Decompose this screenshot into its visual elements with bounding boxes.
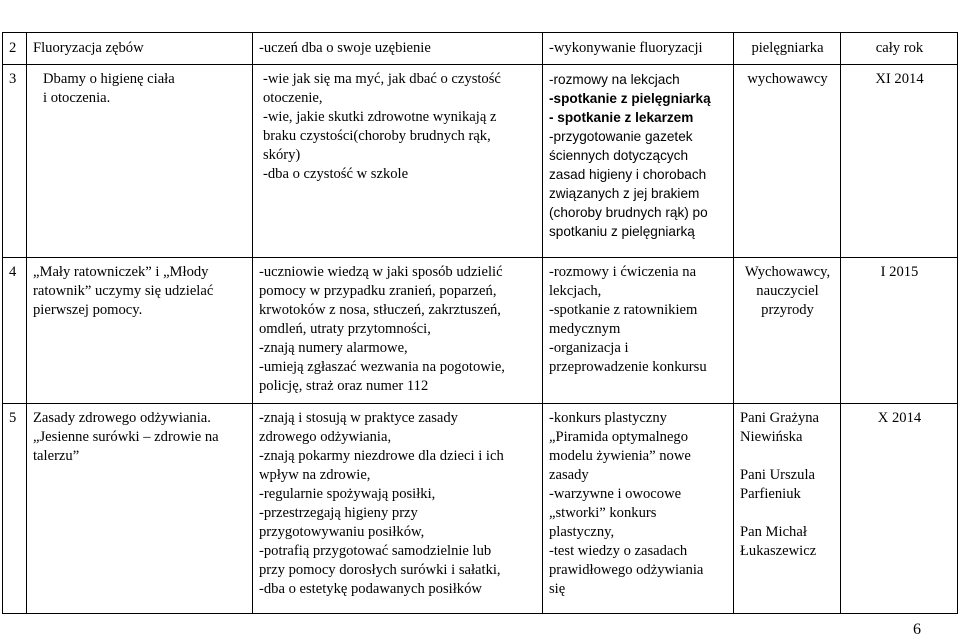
forms-cell (543, 258, 734, 404)
forms-line: przeprowadzenie konkursu (549, 359, 707, 375)
goals-line: -dba o czystość w szkole (263, 166, 409, 182)
goals-line: zdrowego odżywiania, (259, 429, 392, 445)
topic-line: ratownik” uczymy się udzielać (33, 283, 214, 299)
responsible-line: nauczyciel (756, 283, 819, 299)
topic-line: „Jesienne surówki – zdrowie na (33, 429, 219, 445)
responsible-line: Pani Grażyna (740, 410, 820, 426)
responsible-cell (734, 33, 841, 65)
topic-line: i otoczenia. (43, 90, 111, 106)
responsible-line: Niewińska (740, 429, 803, 445)
goals-line: -wie, jakie skutki zdrowotne wynikają z (263, 109, 497, 125)
responsible-spacer (740, 447, 835, 466)
forms-line: związanych z jej brakiem (549, 186, 700, 201)
goals-line: skóry) (263, 147, 301, 163)
responsible-cell (734, 404, 841, 614)
topic-cell (27, 258, 253, 404)
row-number: 3 (3, 65, 27, 258)
forms-line: plastyczny, (549, 524, 615, 540)
term-cell: XI 2014 (841, 65, 958, 258)
forms-line: - spotkanie z lekarzem (549, 110, 694, 125)
plan-table (2, 32, 958, 614)
goals-line: -przestrzegają higieny przy (259, 505, 418, 521)
goals-line: policję, straż oraz numer 112 (259, 378, 429, 394)
forms-cell (543, 33, 734, 65)
goals-line: -znają numery alarmowe, (259, 340, 408, 356)
goals-line: pomocy w przypadku zranień, poparzeń, (259, 283, 497, 299)
goals-line: -znają i stosują w praktyce zasady (259, 410, 458, 426)
forms-line: -rozmowy i ćwiczenia na (549, 264, 697, 280)
table-row (3, 33, 958, 65)
forms-line: lekcjach, (549, 283, 602, 299)
row-number: 5 (3, 404, 27, 614)
goals-line: wpływ na zdrowie, (259, 467, 371, 483)
goals-cell (253, 33, 543, 65)
forms-line: zasady (549, 467, 589, 483)
responsible-cell (734, 258, 841, 404)
topic-cell (27, 65, 253, 258)
goals-line: -potrafią przygotować samodzielnie lub (259, 543, 492, 559)
term-cell: I 2015 (841, 258, 958, 404)
forms-line: -spotkanie z pielęgniarką (549, 91, 711, 106)
goals-line: otoczenie, (263, 90, 323, 106)
forms-line: -organizacja i (549, 340, 629, 356)
responsible-spacer (740, 504, 835, 523)
forms-line: ściennych dotyczących (549, 148, 689, 163)
goals-line: -uczniowie wiedzą w jaki sposób udzielić (259, 264, 503, 280)
forms-line: modelu żywienia” nowe (549, 448, 691, 464)
responsible-line: Wychowawcy, (744, 264, 831, 280)
responsible-line: Pani Urszula (740, 467, 815, 483)
page-number: 6 (913, 621, 921, 638)
goals-cell (253, 65, 543, 258)
goals-line: -uczeń dba o swoje uzębienie (259, 40, 431, 56)
goals-line: -umieją zgłaszać wezwania na pogotowie, (259, 359, 505, 375)
responsible-line: Łukaszewicz (740, 543, 817, 559)
term-cell: X 2014 (841, 404, 958, 614)
forms-line: się (549, 581, 566, 597)
goals-line: -wie jak się ma myć, jak dbać o czystość (263, 71, 501, 87)
term-cell: cały rok (841, 33, 958, 65)
forms-line: -wykonywanie fluoryzacji (549, 40, 703, 56)
topic-line: Dbamy o higienę ciała (43, 71, 175, 87)
forms-line: „stworki” konkurs (549, 505, 657, 521)
forms-line: -rozmowy na lekcjach (549, 72, 680, 87)
goals-line: omdleń, utraty przytomności, (259, 321, 431, 337)
forms-line: -konkurs plastyczny (549, 410, 667, 426)
forms-line: prawidłowego odżywiania (549, 562, 704, 578)
topic-cell (27, 33, 253, 65)
row-number: 2 (3, 33, 27, 65)
goals-cell (253, 258, 543, 404)
topic-line: talerzu” (33, 448, 80, 464)
responsible-line: Pan Michał (740, 524, 807, 540)
table-row (3, 258, 958, 404)
forms-line: medycznym (549, 321, 621, 337)
topic-line: pierwszej pomocy. (33, 302, 143, 318)
responsible-line: pielęgniarka (751, 40, 824, 56)
topic-line: „Mały ratowniczek” i „Młody (33, 264, 209, 280)
goals-line: -znają pokarmy niezdrowe dla dzieci i ich (259, 448, 504, 464)
forms-line: -test wiedzy o zasadach (549, 543, 688, 559)
responsible-line: wychowawcy (747, 71, 828, 87)
topic-line: Zasady zdrowego odżywiania. (33, 410, 211, 426)
goals-line: -regularnie spożywają posiłki, (259, 486, 436, 502)
goals-line: krwotoków z nosa, stłuczeń, zakrztuszeń, (259, 302, 501, 318)
forms-line: „Piramida optymalnego (549, 429, 689, 445)
forms-line: -warzywne i owocowe (549, 486, 682, 502)
goals-line: -dba o estetykę podawanych posiłków (259, 581, 482, 597)
goals-line: braku czystości(choroby brudnych rąk, (263, 128, 491, 144)
topic-cell (27, 404, 253, 614)
responsible-line: przyrody (761, 302, 814, 318)
table-row (3, 65, 958, 258)
row-number: 4 (3, 258, 27, 404)
goals-line: przy pomocy dorosłych surówki i sałatki, (259, 562, 501, 578)
table-row (3, 404, 958, 614)
topic-line: Fluoryzacja zębów (33, 40, 144, 56)
forms-line: zasad higieny i chorobach (549, 167, 707, 182)
forms-line: spotkaniu z pielęgniarką (549, 224, 695, 239)
responsible-line: Parfieniuk (740, 486, 801, 502)
forms-line: -spotkanie z ratownikiem (549, 302, 698, 318)
goals-cell (253, 404, 543, 614)
goals-line: przygotowywaniu posiłków, (259, 524, 425, 540)
forms-cell (543, 65, 734, 258)
responsible-cell (734, 65, 841, 258)
forms-line: -przygotowanie gazetek (549, 129, 693, 144)
forms-cell (543, 404, 734, 614)
forms-line: (choroby brudnych rąk) po (549, 205, 708, 220)
